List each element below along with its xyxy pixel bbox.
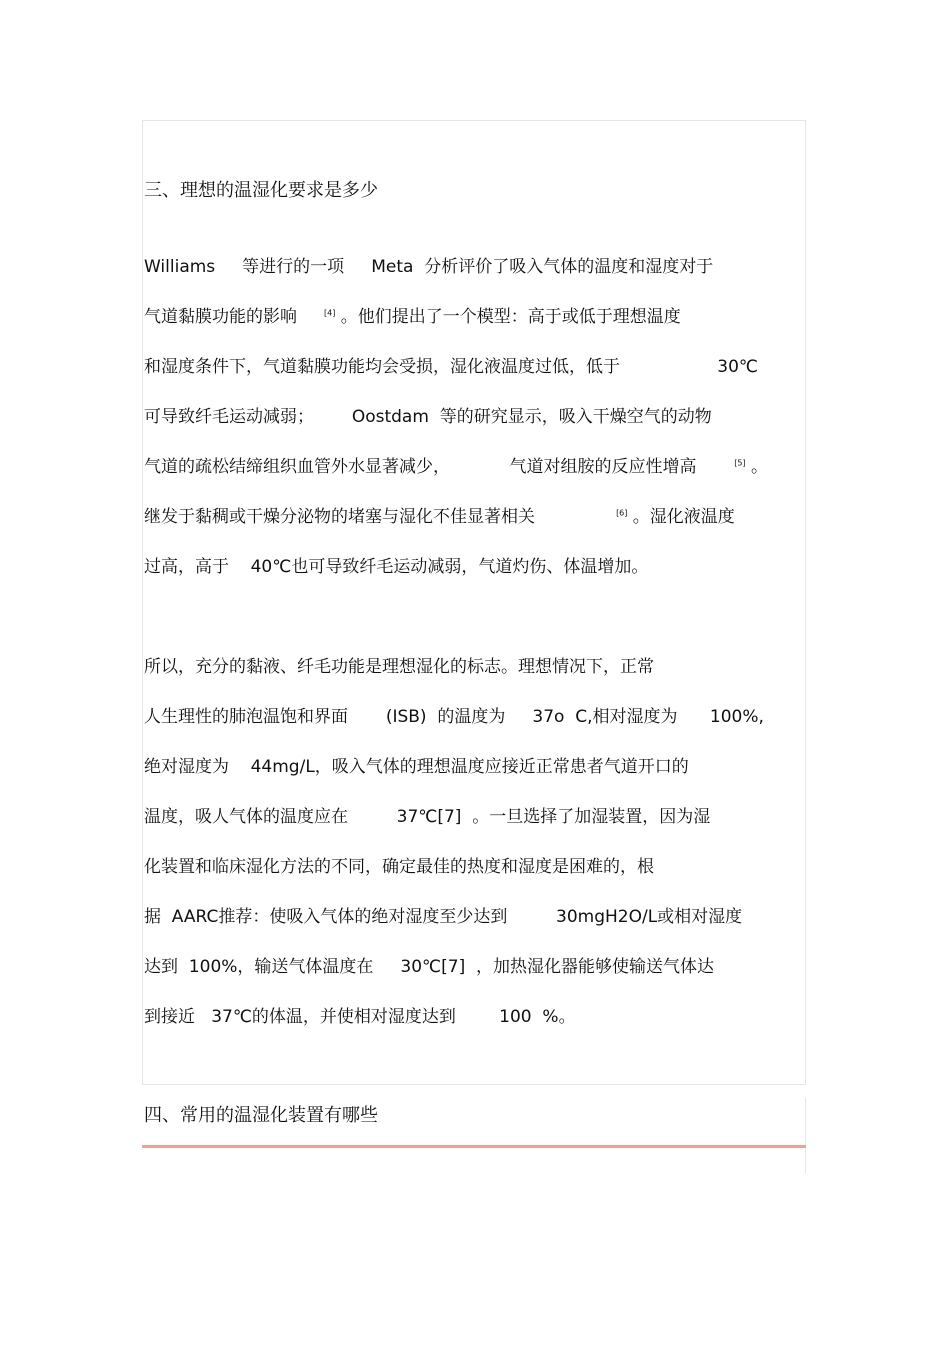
- para2-line-6: 据 AARC推荐：使吸入气体的绝对湿度至少达到 30mgH2O/L或相对湿度: [144, 907, 743, 927]
- para2-line-2: 人生理性的肺泡温饱和界面 (ISB) 的温度为 37o C,相对湿度为 100%,: [144, 707, 764, 727]
- para1-line-5: [144, 456, 768, 478]
- section3-heading: 三、理想的温湿化要求是多少: [144, 180, 378, 201]
- para2-line-1: 所以，充分的黏液、纤毛功能是理想湿化的标志。理想情况下，正常: [144, 657, 654, 677]
- para1-line-2: [144, 306, 681, 328]
- para2-line-4: 温度，吸人气体的温度应在 37℃[7] 。一旦选择了加湿装置，因为湿: [144, 807, 711, 827]
- para1-line-2-text-a: 气道黏膜功能的影响: [144, 307, 325, 327]
- para1-line-4: 可导致纤毛运动减弱； Oostdam 等的研究显示，吸入干燥空气的动物: [144, 407, 712, 427]
- para1-line-6-text-a: 继发于黏稠或干燥分泌物的堵塞与湿化不佳显著相关: [144, 507, 617, 527]
- citation-4: [4]: [324, 308, 336, 318]
- section4-heading: 四、常用的温湿化装置有哪些: [144, 1105, 378, 1126]
- para1-line-6-text-b: 。湿化液温度: [627, 507, 735, 527]
- para2-line-3: 绝对湿度为 44mg/L，吸入气体的理想温度应接近正常患者气道开口的: [144, 757, 689, 777]
- para1-line-5-text-b: 。: [745, 457, 769, 477]
- section-divider: [142, 1145, 806, 1148]
- citation-6: [6]: [616, 508, 628, 518]
- para1-line-2-text-b: 。他们提出了一个模型：高于或低于理想温度: [335, 307, 681, 327]
- para1-line-6: [144, 506, 735, 528]
- para2-line-8: 到接近 37℃的体温，并使相对湿度达到 100 %。: [144, 1007, 576, 1027]
- para1-line-7: 过高，高于 40℃也可导致纤毛运动减弱，气道灼伤、体温增加。: [144, 557, 649, 577]
- citation-5: [5]: [734, 458, 746, 468]
- para2-line-7: 达到 100%，输送气体温度在 30℃[7] ，加热湿化器能够使输送气体达: [144, 957, 715, 977]
- para1-line-1: Williams 等进行的一项 Meta 分析评价了吸入气体的温度和湿度对于: [144, 257, 714, 277]
- para1-line-3: 和湿度条件下，气道黏膜功能均会受损，湿化液温度过低，低于 30℃: [144, 357, 758, 377]
- para1-line-5-text-a: 气道的疏松结缔组织血管外水显著减少， 气道对组胺的反应性增高: [144, 457, 735, 477]
- para2-line-5: 化装置和临床湿化方法的不同，确定最佳的热度和湿度是困难的，根: [144, 857, 654, 877]
